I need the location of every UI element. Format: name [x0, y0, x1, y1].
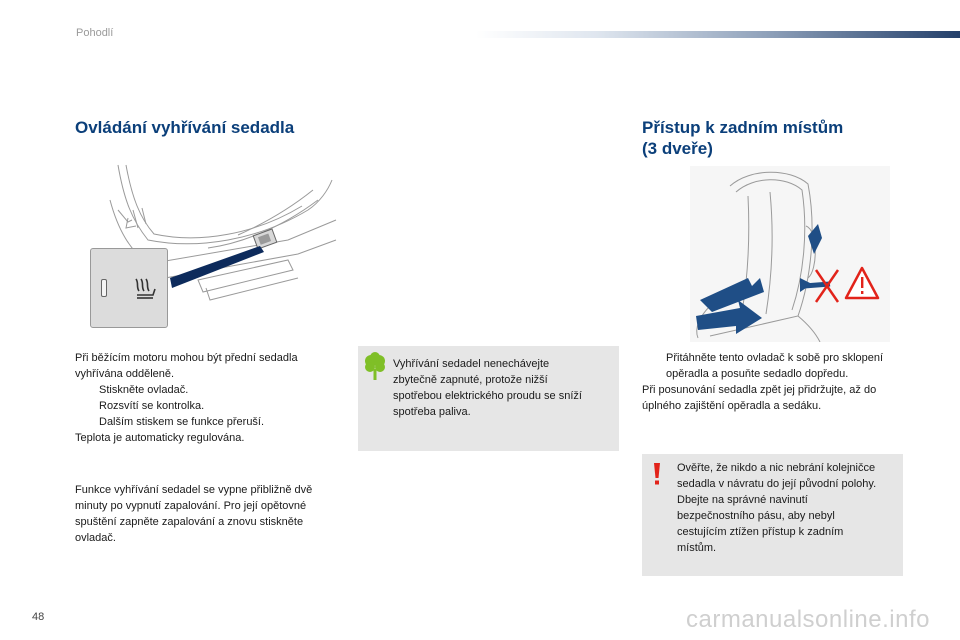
seat-heating-button-icon[interactable] — [133, 275, 157, 301]
warning-line2: Dbejte na správné navinutí bezpečnostního pásu, aby nebyl cestujícím ztížen přístup k zadním místům. — [677, 494, 844, 554]
right-section-title — [642, 117, 912, 159]
warning-text — [677, 460, 882, 556]
intro-text: Při běžícím motoru mohou být přední sedadla vyhřívána odděleně. — [75, 352, 298, 380]
right-title-line2: (3 dveře) — [642, 139, 713, 158]
watermark-text: carmanualsonline.info — [686, 606, 930, 633]
right-body-text — [642, 350, 907, 414]
left-section-title: Ovládání vyhřívání sedadla — [75, 118, 295, 137]
hold-seat-text: Při posunování sedadla zpět jej přidržujte, až do úplného zajištění opěradla a sedáku. — [642, 384, 877, 412]
indicator-light — [101, 279, 107, 297]
auto-regulated-text: Teplota je automaticky regulována. — [75, 432, 245, 444]
bullet-press-control: Stiskněte ovladač. — [99, 384, 189, 396]
page-number: 48 — [32, 611, 45, 623]
header-gradient-bar — [476, 31, 960, 38]
warning-line1: Ověřte, že nikdo a nic nebrání kolejničce sedadla v návratu do její původní polohy. — [677, 462, 877, 490]
left-body-text — [75, 350, 340, 446]
bullet-pull-lever: Přitáhněte tento ovladač k sobě pro sklopení opěradla a posuňte sedadlo dopředu. — [666, 352, 884, 380]
bullet-press-again: Dalším stiskem se funkce přeruší. — [99, 416, 265, 428]
eco-note-text: Vyhřívání sedadel nenechávejte zbytečně zapnuté, protože nižší spotřebou elektrického proudu se sníží spotřeba paliva. — [393, 358, 582, 418]
exclamation-icon — [652, 462, 662, 486]
right-title-line1: Přístup k zadním místům — [642, 118, 844, 137]
rear-access-seat-illustration — [690, 166, 890, 342]
indicator-lights-text: Rozsvítí se kontrolka. — [99, 400, 205, 412]
seat-heating-control-panel — [90, 248, 168, 328]
header-section-label: Pohodlí — [76, 27, 114, 39]
eco-tree-icon — [363, 352, 387, 382]
left-second-paragraph: Funkce vyhřívání sedadel se vypne přibližně dvě minuty po vypnutí zapalování. Pro její opětovné spuštění zapněte zapalování a znovu stiskněte ovladač. — [75, 484, 313, 544]
